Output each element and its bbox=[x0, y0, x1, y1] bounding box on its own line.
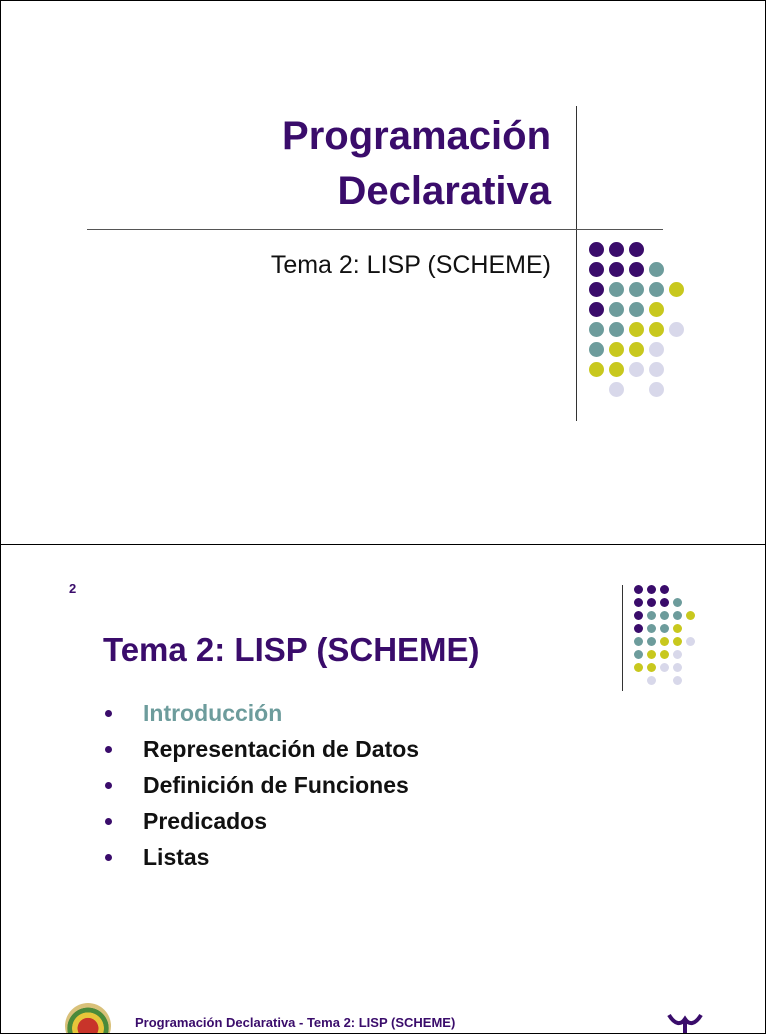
decor-dot bbox=[629, 342, 644, 357]
decor-dot bbox=[669, 322, 684, 337]
decor-dot bbox=[673, 611, 682, 620]
bullet-icon bbox=[105, 818, 112, 825]
decor-dot bbox=[629, 282, 644, 297]
decor-dot bbox=[647, 598, 656, 607]
decor-dot bbox=[647, 611, 656, 620]
title-line-1: Programación bbox=[282, 114, 551, 158]
list-item-label: Listas bbox=[143, 844, 210, 870]
decor-dot bbox=[589, 322, 604, 337]
list-item-label: Representación de Datos bbox=[143, 736, 420, 762]
decor-dot bbox=[634, 650, 643, 659]
decor-dot bbox=[649, 302, 664, 317]
decor-dot bbox=[647, 663, 656, 672]
decor-dot bbox=[609, 262, 624, 277]
decor-dot bbox=[649, 262, 664, 277]
decor-dot bbox=[660, 663, 669, 672]
decor-dot bbox=[629, 262, 644, 277]
decor-dot bbox=[647, 650, 656, 659]
decor-dot bbox=[669, 282, 684, 297]
decor-dot bbox=[629, 242, 644, 257]
decor-dot bbox=[609, 302, 624, 317]
decor-dot bbox=[634, 585, 643, 594]
page-number: 2 bbox=[69, 581, 77, 596]
list-item bbox=[105, 731, 419, 767]
decor-dot bbox=[609, 382, 624, 397]
decor-dot bbox=[609, 342, 624, 357]
decor-dot bbox=[634, 611, 643, 620]
list-item bbox=[105, 839, 419, 875]
decor-dot bbox=[660, 585, 669, 594]
decor-dot bbox=[673, 637, 682, 646]
decor-dot bbox=[673, 598, 682, 607]
decor-dot bbox=[649, 282, 664, 297]
presentation-subtitle: Tema 2: LISP (SCHEME) bbox=[270, 251, 551, 279]
decor-dot bbox=[660, 598, 669, 607]
decor-dot bbox=[589, 242, 604, 257]
decor-dot bbox=[686, 637, 695, 646]
decor-dot bbox=[634, 637, 643, 646]
decor-dot bbox=[647, 637, 656, 646]
decor-dot bbox=[660, 650, 669, 659]
decor-dot bbox=[673, 624, 682, 633]
decor-dot bbox=[673, 676, 682, 685]
vertical-divider-small bbox=[622, 585, 623, 691]
decor-dot bbox=[609, 362, 624, 377]
decor-dot bbox=[660, 624, 669, 633]
slide-title: Tema 2: LISP (SCHEME) bbox=[103, 631, 480, 668]
decor-dot bbox=[660, 637, 669, 646]
decor-dot bbox=[589, 362, 604, 377]
decor-dot bbox=[634, 663, 643, 672]
decor-dot bbox=[609, 242, 624, 257]
decor-dot bbox=[649, 322, 664, 337]
decor-dot bbox=[629, 302, 644, 317]
bullet-icon bbox=[105, 782, 112, 789]
decor-dot bbox=[673, 663, 682, 672]
decor-dot bbox=[660, 611, 669, 620]
decor-dot bbox=[589, 282, 604, 297]
agenda-list bbox=[105, 695, 419, 875]
decor-dot bbox=[589, 302, 604, 317]
decor-dot bbox=[634, 598, 643, 607]
footer-text: Programación Declarativa - Tema 2: LISP (SCHEME) bbox=[135, 1015, 456, 1030]
presentation-title bbox=[282, 109, 551, 219]
horizontal-divider bbox=[87, 229, 663, 230]
list-item bbox=[105, 695, 419, 731]
decor-dot bbox=[589, 262, 604, 277]
decor-dot bbox=[589, 342, 604, 357]
list-item-label: Definición de Funciones bbox=[143, 772, 409, 798]
university-logo bbox=[65, 1003, 111, 1034]
decor-dot bbox=[649, 342, 664, 357]
bullet-icon bbox=[105, 746, 112, 753]
list-item bbox=[105, 767, 419, 803]
agenda-slide bbox=[0, 544, 766, 1034]
decor-dot bbox=[629, 322, 644, 337]
decor-dot bbox=[634, 624, 643, 633]
decor-dot bbox=[647, 585, 656, 594]
decor-dot bbox=[647, 676, 656, 685]
vertical-divider bbox=[576, 106, 577, 421]
decor-dot bbox=[649, 362, 664, 377]
decor-dot bbox=[609, 322, 624, 337]
department-logo bbox=[665, 1011, 705, 1034]
title-line-2: Declarativa bbox=[337, 169, 551, 213]
decor-dot bbox=[673, 650, 682, 659]
list-item-label: Introducción bbox=[143, 700, 283, 726]
decor-dot bbox=[629, 362, 644, 377]
bullet-icon bbox=[105, 710, 112, 717]
decor-dot bbox=[647, 624, 656, 633]
bullet-icon bbox=[105, 854, 112, 861]
decor-dot bbox=[686, 611, 695, 620]
decor-dot bbox=[649, 382, 664, 397]
decor-dot bbox=[609, 282, 624, 297]
list-item bbox=[105, 803, 419, 839]
list-item-label: Predicados bbox=[143, 808, 267, 834]
